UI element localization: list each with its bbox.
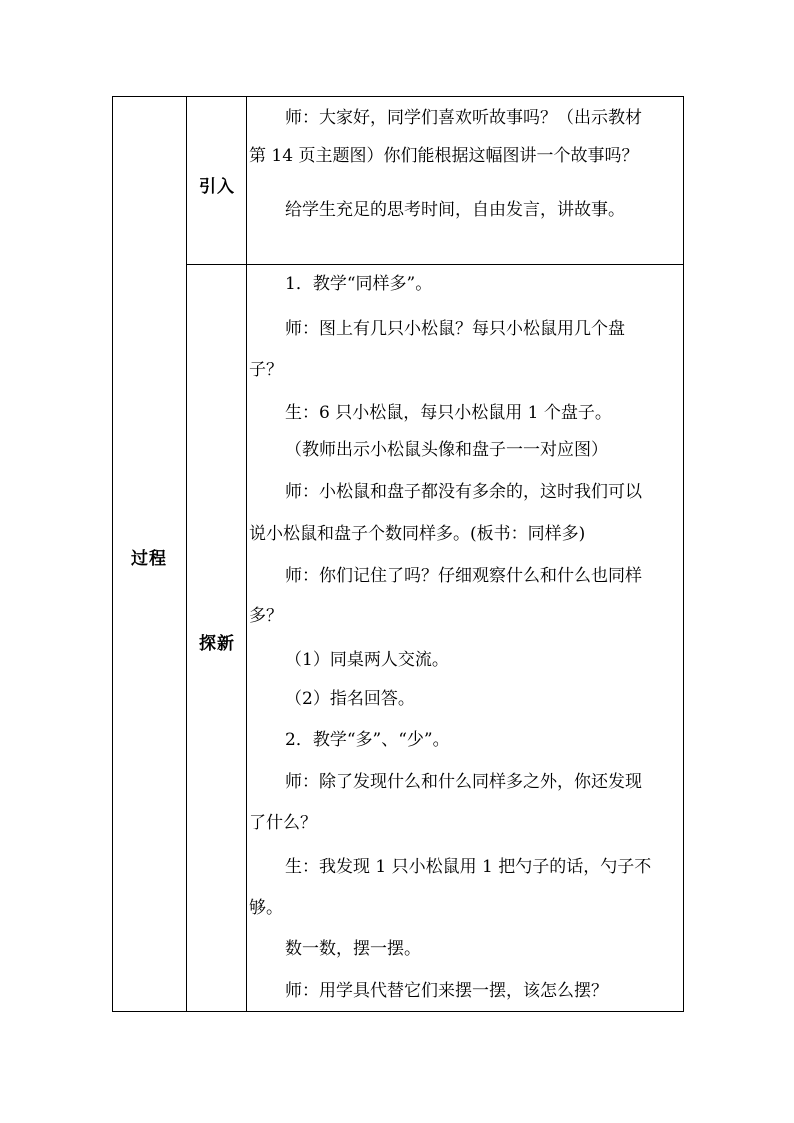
- text-line: 了什么？: [249, 813, 317, 833]
- text-line: 师：你们记住了吗？仔细观察什么和什么也同样: [285, 566, 642, 586]
- text-line: 师：图上有几只小松鼠？每只小松鼠用几个盘: [285, 319, 625, 339]
- column-divider: [246, 97, 247, 1011]
- text-line: 2．教学“多”、“少”。: [285, 730, 450, 750]
- text-line: 师：除了发现什么和什么同样多之外，你还发现: [285, 772, 642, 792]
- row-divider: [186, 264, 683, 265]
- text-line: 说小松鼠和盘子个数同样多。(板书：同样多): [249, 524, 586, 544]
- text-line: 多？: [249, 606, 283, 626]
- text-line: 给学生充足的思考时间，自由发言，讲故事。: [285, 200, 625, 220]
- text-line: （教师出示小松鼠头像和盘子一一对应图）: [285, 440, 608, 460]
- lesson-table: [112, 96, 684, 1012]
- text-line: 第 14 页主题图）你们能根据这幅图讲一个故事吗？: [249, 146, 639, 166]
- text-line: 师：用学具代替它们来摆一摆，该怎么摆？: [285, 981, 608, 1001]
- column-divider: [186, 97, 187, 1011]
- text-line: 数一数，摆一摆。: [285, 939, 421, 959]
- stage-label: 过程: [131, 549, 167, 569]
- text-line: （1）同桌两人交流。: [285, 650, 449, 670]
- text-line: 够。: [249, 898, 283, 918]
- text-line: 生：我发现 1 只小松鼠用 1 把勺子的话，勺子不: [285, 857, 652, 877]
- text-line: 生：6 只小松鼠，每只小松鼠用 1 个盘子。: [285, 403, 612, 423]
- text-line: （2）指名回答。: [285, 689, 415, 709]
- section-label-intro: 引入: [199, 177, 235, 197]
- text-line: 师：小松鼠和盘子都没有多余的，这时我们可以: [285, 482, 642, 502]
- text-line: 子？: [249, 360, 283, 380]
- text-line: 师：大家好，同学们喜欢听故事吗？（出示教材: [285, 108, 642, 128]
- text-line: 1．教学“同样多”。: [285, 274, 433, 294]
- section-label-explore: 探新: [199, 634, 235, 654]
